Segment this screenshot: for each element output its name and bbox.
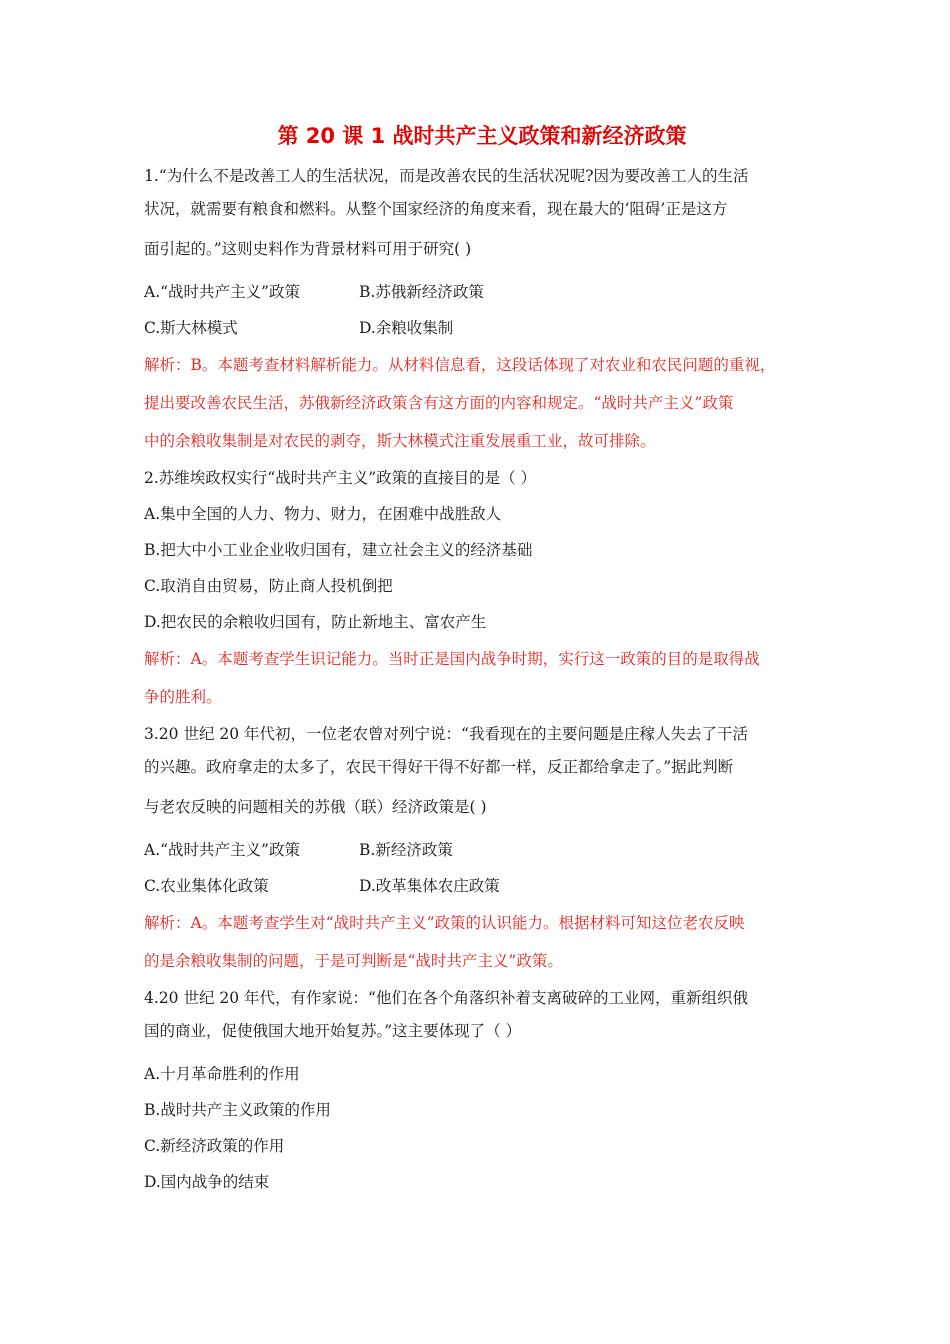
- question-1-analysis-line-3: 中的余粮收集制是对农民的剥夺，斯大林模式注重发展重工业，故可排除。: [144, 432, 656, 450]
- question-1-stem-line-2: 状况，就需要有粮食和燃料。从整个国家经济的角度来看，现在最大的‘阻碍’正是这方: [144, 200, 728, 218]
- question-1-option-a[interactable]: A.“战时共产主义”政策: [144, 283, 300, 301]
- question-1-analysis-line-2: 提出要改善农民生活，苏俄新经济政策含有这方面的内容和规定。“战时共产主义”政策: [144, 394, 734, 412]
- question-1-analysis-line-1: 解析：B。本题考查材料解析能力。从材料信息看，这段话体现了对农业和农民问题的重视，: [144, 356, 776, 374]
- question-3-options-row-1: [144, 832, 820, 868]
- question-1-options-row-2: [144, 310, 820, 346]
- question-3-analysis-line-2: 的是余粮收集制的问题，于是可判断是“战时共产主义”政策。: [144, 952, 563, 970]
- question-2-option-d[interactable]: D.把农民的余粮收归国有，防止新地主、富农产生: [144, 613, 487, 631]
- question-3-option-d[interactable]: D.改革集体农庄政策: [359, 877, 500, 895]
- question-3: [144, 716, 820, 980]
- question-1-options-row-1: [144, 274, 820, 310]
- question-2-option-c[interactable]: C.取消自由贸易，防止商人投机倒把: [144, 577, 393, 595]
- question-4-option-b[interactable]: B.战时共产主义政策的作用: [144, 1101, 331, 1119]
- question-3-option-c[interactable]: C.农业集体化政策: [144, 877, 269, 895]
- question-2-option-a[interactable]: A.集中全国的人力、物力、财力，在困难中战胜敌人: [144, 505, 502, 523]
- question-4: [144, 980, 820, 1200]
- question-3-option-a[interactable]: A.“战时共产主义”政策: [144, 841, 300, 859]
- page-title: 第 20 课 1 战时共产主义政策和新经济政策: [277, 124, 687, 148]
- question-3-stem-line-3: 与老农反映的问题相关的苏俄（联）经济政策是( ): [144, 798, 487, 816]
- question-4-option-c[interactable]: C.新经济政策的作用: [144, 1137, 285, 1155]
- question-1-stem-line-1: 1.“为什么不是改善工人的生活状况，而是改善农民的生活状况呢?因为要改善工人的生活: [144, 167, 749, 185]
- document-page: [144, 118, 820, 1200]
- question-3-stem-line-2: 的兴趣。政府拿走的太多了，农民干得好干得不好都一样，反正都给拿走了。”据此判断: [144, 758, 734, 776]
- question-4-stem-line-2: 国的商业，促使俄国大地开始复苏。”这主要体现了（ ）: [144, 1022, 522, 1040]
- question-2: [144, 460, 820, 716]
- question-4-option-d[interactable]: D.国内战争的结束: [144, 1173, 270, 1191]
- question-3-analysis-line-1: 解析：A。本题考查学生对“战时共产主义”政策的认识能力。根据材料可知这位老农反映: [144, 914, 745, 932]
- question-3-options-row-2: [144, 868, 820, 904]
- question-2-analysis-line-2: 争的胜利。: [144, 688, 222, 706]
- question-1-option-b[interactable]: B.苏俄新经济政策: [359, 283, 484, 301]
- question-4-stem-line-1: 4.20 世纪 20 年代，有作家说：“他们在各个角落织补着支离破碎的工业网，重新组织俄: [144, 989, 748, 1007]
- question-1-option-d[interactable]: D.余粮收集制: [359, 319, 454, 337]
- question-2-option-b[interactable]: B.把大中小工业企业收归国有，建立社会主义的经济基础: [144, 541, 533, 559]
- question-1: [144, 158, 820, 460]
- question-1-stem-line-3: 面引起的。”这则史料作为背景材料可用于研究( ): [144, 240, 472, 258]
- question-4-option-a[interactable]: A.十月革命胜利的作用: [144, 1065, 300, 1083]
- question-3-option-b[interactable]: B.新经济政策: [359, 841, 453, 859]
- question-2-analysis-line-1: 解析：A。本题考查学生识记能力。当时正是国内战争时期，实行这一政策的目的是取得战: [144, 650, 760, 668]
- question-3-stem-line-1: 3.20 世纪 20 年代初，一位老农曾对列宁说：“我看现在的主要问题是庄稼人失去了干活: [144, 725, 748, 743]
- question-2-stem: 2.苏维埃政权实行“战时共产主义”政策的直接目的是（ ）: [144, 469, 537, 487]
- question-1-option-c[interactable]: C.斯大林模式: [144, 319, 238, 337]
